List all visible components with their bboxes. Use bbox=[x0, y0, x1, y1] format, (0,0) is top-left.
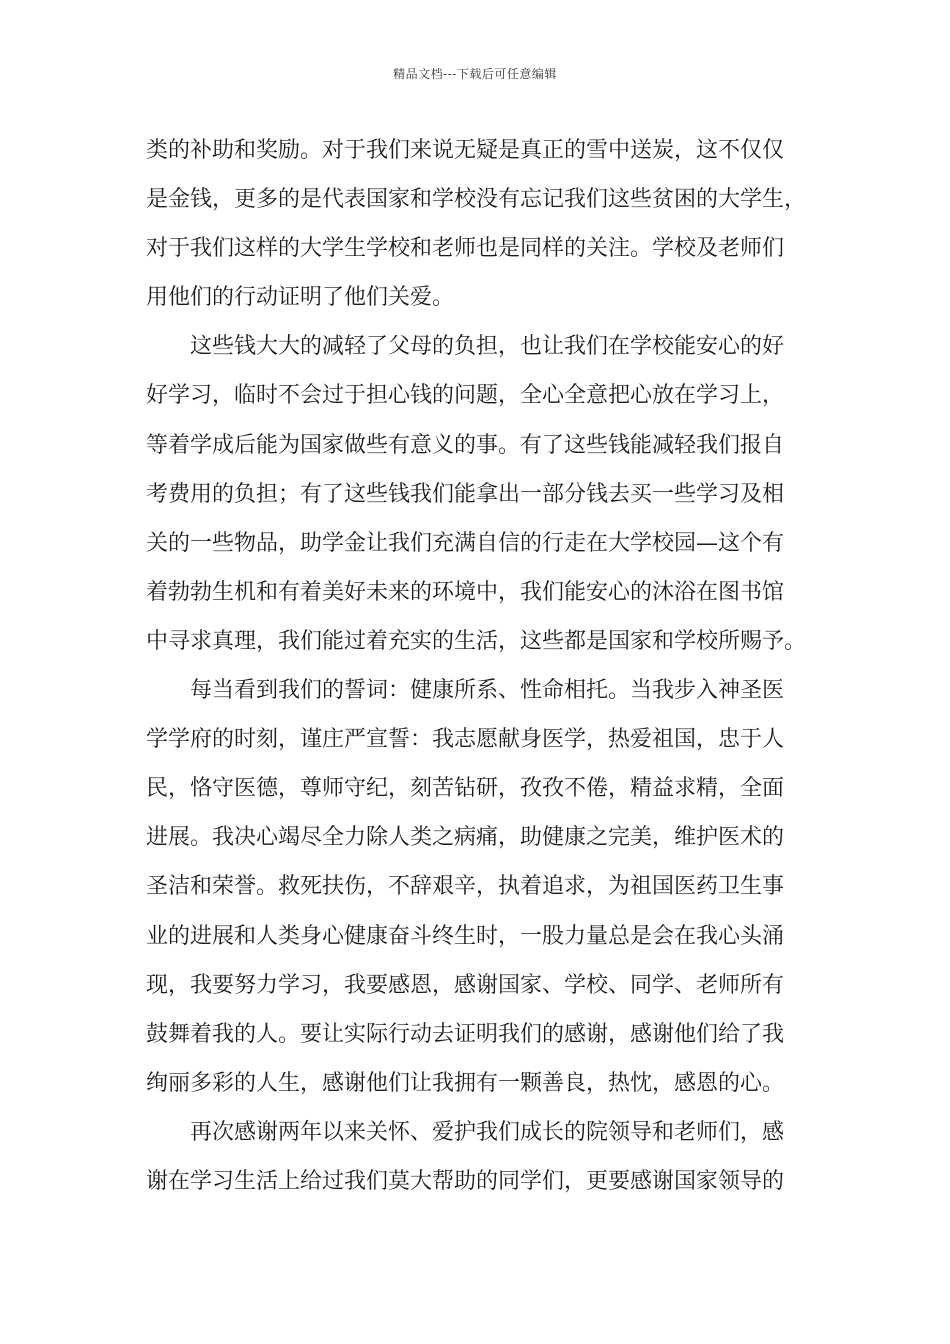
paragraph-first-line: 再次感谢两年以来关怀、爱护我们成长的院领导和老师们，感 bbox=[190, 1119, 785, 1145]
text-line: 谢在学习生活上给过我们莫大帮助的同学们，更要感谢国家领导的 bbox=[146, 1168, 785, 1194]
text-line: 等着学成后能为国家做些有意义的事。有了这些钱能减轻我们报自 bbox=[146, 432, 785, 458]
text-line: 关的一些物品，助学金让我们充满自信的行走在大学校园—这个有 bbox=[146, 530, 785, 556]
text-line: 圣洁和荣誉。救死扶伤，不辞艰辛，执着追求，为祖国医药卫生事 bbox=[146, 874, 785, 900]
paragraph-first-line: 这些钱大大的减轻了父母的负担，也让我们在学校能安心的好 bbox=[190, 334, 785, 360]
text-line: 用他们的行动证明了他们关爱。 bbox=[146, 285, 455, 311]
text-line: 对于我们这样的大学生学校和老师也是同样的关注。学校及老师们 bbox=[146, 236, 785, 262]
text-line: 是金钱，更多的是代表国家和学校没有忘记我们这些贫困的大学生， bbox=[146, 187, 807, 213]
text-line: 现，我要努力学习，我要感恩，感谢国家、学校、同学、老师所有 bbox=[146, 972, 785, 998]
text-line: 绚丽多彩的人生，感谢他们让我拥有一颗善良，热忱，感恩的心。 bbox=[146, 1070, 785, 1096]
text-line: 着勃勃生机和有着美好未来的环境中，我们能安心的沐浴在图书馆 bbox=[146, 579, 785, 605]
text-line: 好学习，临时不会过于担心钱的问题，全心全意把心放在学习上， bbox=[146, 383, 785, 409]
text-line: 中寻求真理，我们能过着充实的生活，这些都是国家和学校所赐予。 bbox=[146, 628, 807, 654]
text-line: 学学府的时刻，谨庄严宣誓：我志愿献身医学，热爱祖国，忠于人 bbox=[146, 727, 785, 753]
text-line: 鼓舞着我的人。要让实际行动去证明我们的感谢，感谢他们给了我 bbox=[146, 1021, 785, 1047]
text-line: 进展。我决心竭尽全力除人类之病痛，助健康之完美，维护医术的 bbox=[146, 825, 785, 851]
text-line: 类的补助和奖励。对于我们来说无疑是真正的雪中送炭，这不仅仅 bbox=[146, 138, 785, 163]
page-header: 精品文档---下载后可任意编辑 bbox=[393, 67, 557, 81]
text-line: 民，恪守医德，尊师守纪，刻苦钻研，孜孜不倦，精益求精，全面 bbox=[146, 776, 785, 802]
paragraph-first-line: 每当看到我们的誓词：健康所系、性命相托。当我步入神圣医 bbox=[190, 678, 785, 704]
text-line: 业的进展和人类身心健康奋斗终生时，一股力量总是会在我心头涌 bbox=[146, 923, 785, 949]
document-body bbox=[146, 126, 806, 1206]
text-line: 考费用的负担；有了这些钱我们能拿出一部分钱去买一些学习及相 bbox=[146, 481, 785, 507]
